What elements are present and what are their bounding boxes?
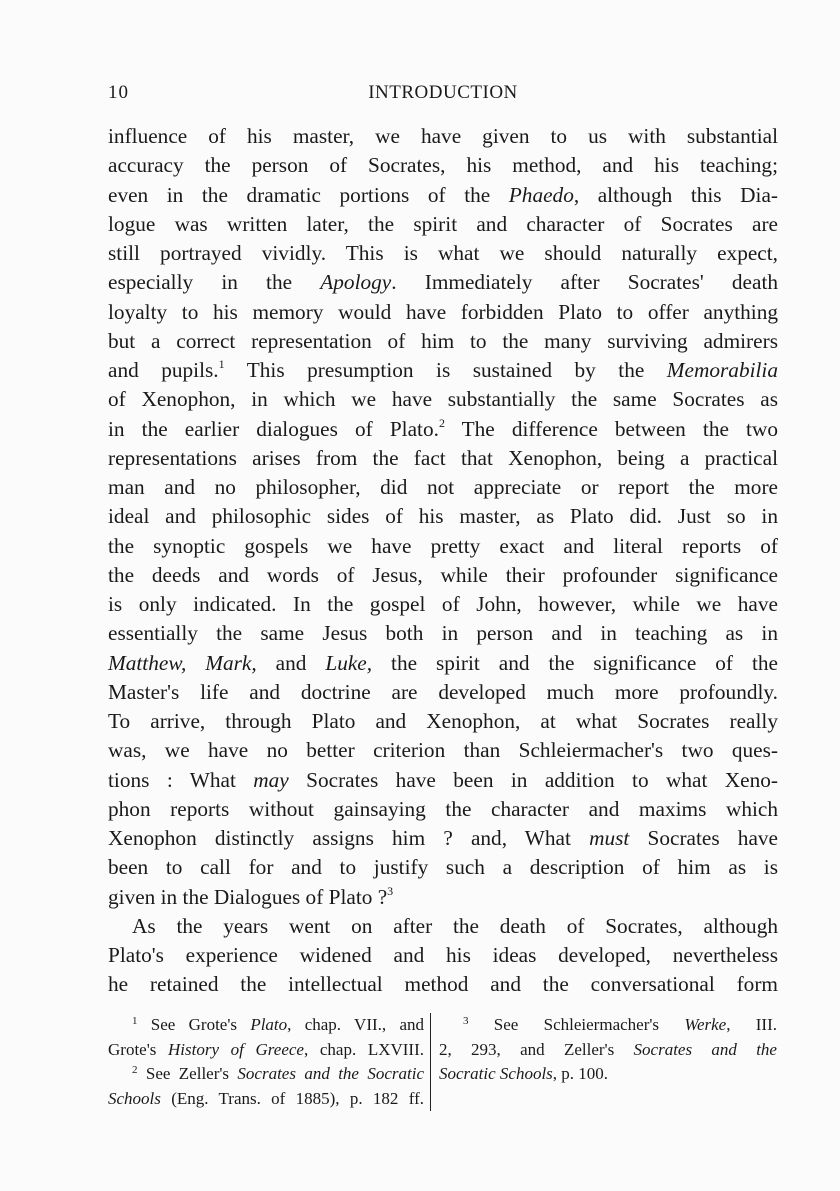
footnotes (108, 1013, 778, 1111)
text-segment: Xenophon distinctly assigns him ? and, What (108, 826, 590, 850)
text-segment: and pupils. (108, 358, 219, 382)
text-segment: Socrates have (629, 826, 779, 850)
text-segment: influence of his master, we have given to us with substantial (108, 124, 778, 148)
text-segment: the synoptic gospels we have pretty exact and literal reports of (108, 533, 778, 558)
text-line (108, 590, 778, 619)
italic-text: Phaedo (508, 182, 574, 207)
italic-text: Memorabilia (666, 358, 778, 382)
text-line (108, 532, 778, 561)
running-title: INTRODUCTION (368, 82, 518, 103)
footnote-line (108, 1013, 424, 1038)
italic-text: Luke, (325, 650, 373, 675)
text-line (108, 795, 778, 824)
text-line (108, 649, 778, 678)
text-line (108, 970, 778, 999)
text-segment: logue was written later, the spirit and character of Socrates are (108, 211, 778, 236)
italic-text: Matthew, Mark, (108, 650, 257, 675)
text-segment: phon reports without gainsaying the character and maxims which (108, 796, 778, 821)
text-segment: Plato's experience widened and his ideas developed, nevertheless (108, 943, 778, 967)
footnotes-left-column (108, 1013, 431, 1111)
text-segment: the spirit and the significance of the (372, 650, 778, 675)
italic-text: Socratic Schools (439, 1064, 553, 1083)
text-segment: been to call for and to justify such a description of him as is (108, 855, 778, 880)
text-segment: in the earlier dialogues of Plato. (108, 416, 439, 441)
footnote-marker: 1 (132, 1015, 138, 1027)
running-header (108, 82, 778, 108)
text-line (108, 239, 778, 268)
text-line (108, 298, 778, 327)
italic-text: Apology (320, 270, 392, 295)
text-line (108, 502, 778, 531)
italic-text: must (589, 826, 630, 850)
text-segment: man and no philosopher, did not appreciate or report the more (108, 475, 778, 499)
italic-text: Plato (250, 1015, 288, 1034)
text-line (108, 678, 778, 707)
italic-text: Socrates and the Socratic (237, 1064, 424, 1083)
text-line (108, 619, 778, 648)
text-line (108, 210, 778, 239)
footnote-marker: 2 (132, 1064, 138, 1076)
footnote-marker: 3 (463, 1015, 469, 1027)
text-segment: and (256, 650, 326, 675)
footnote-line (108, 1087, 424, 1112)
text-segment: This presumption is sustained by the (224, 358, 667, 382)
text-segment: was, we have no better criterion than Schleiermacher's two ques- (108, 738, 778, 763)
text-segment: especially in the (108, 270, 321, 295)
text-segment: , chap. VII., and (287, 1015, 424, 1034)
text-segment: See Schleiermacher's (468, 1015, 685, 1034)
text-segment: but a correct representation of him to the many surviving admirers (108, 328, 778, 353)
text-segment: accuracy the person of Socrates, his method, and his teaching; (108, 153, 778, 178)
text-line (108, 766, 778, 795)
text-line (108, 268, 778, 297)
text-line (108, 181, 778, 210)
text-line (108, 356, 778, 385)
text-segment: Grote's (108, 1039, 169, 1059)
body-text (108, 122, 778, 1000)
text-segment: ideal and philosophic sides of his master, as Plato did. Just so in (108, 504, 778, 529)
page-number: 10 (108, 82, 129, 103)
text-line (108, 385, 778, 414)
text-line (108, 707, 778, 736)
text-line (108, 824, 778, 853)
text-segment: , chap. LXVIII. (303, 1039, 424, 1059)
footnote-line (108, 1062, 424, 1087)
text-segment: , III. (726, 1015, 778, 1034)
italic-text: Schools (108, 1088, 161, 1108)
text-segment: See Grote's (137, 1015, 251, 1034)
text-segment: , although this Dia- (573, 182, 778, 207)
text-line (108, 912, 778, 941)
text-line (108, 473, 778, 502)
text-segment: tions : What (108, 767, 254, 792)
text-segment: of Xenophon, in which we have substantially the same Socrates as (108, 387, 778, 412)
text-segment: representations arises from the fact that Xenophon, being a practical (108, 445, 778, 470)
italic-text: Socrates and the (633, 1039, 777, 1059)
footnotes-right-column (431, 1013, 777, 1111)
footnote-line (439, 1038, 777, 1063)
text-segment: Master's life and doctrine are developed much more profoundly. (108, 679, 778, 704)
text-line (108, 883, 778, 912)
text-segment: As the years went on after the death of Socrates, although (132, 913, 778, 938)
text-segment: loyalty to his memory would have forbidden Plato to offer anything (108, 299, 778, 324)
text-segment: . Immediately after Socrates' death (391, 270, 779, 295)
text-segment: even in the dramatic portions of the (108, 182, 509, 207)
italic-text: History of Greece (168, 1039, 304, 1059)
text-line (108, 122, 778, 151)
footnote-line (439, 1013, 777, 1038)
text-segment: (Eng. Trans. of 1885), p. 182 ff. (160, 1088, 424, 1108)
footnote-marker: 3 (387, 883, 394, 898)
text-segment: Socrates have been in addition to what Xeno- (288, 767, 778, 792)
text-segment: , p. 100. (552, 1064, 609, 1083)
italic-text: Werke (684, 1015, 727, 1034)
text-line (108, 561, 778, 590)
italic-text: may (253, 767, 289, 792)
footnote-marker: 2 (438, 415, 445, 430)
footnote-marker: 1 (218, 357, 225, 371)
text-line (108, 444, 778, 473)
text-segment: The difference between the two (444, 416, 778, 441)
text-line (108, 327, 778, 356)
text-segment: he retained the intellectual method and the conversational form (108, 972, 778, 997)
text-segment: To arrive, through Plato and Xenophon, at what Socrates really (108, 709, 778, 733)
text-segment: given in the Dialogues of Plato ? (108, 884, 388, 909)
text-line (108, 736, 778, 765)
text-segment: 2, 293, and Zeller's (439, 1039, 634, 1059)
text-line (108, 415, 778, 444)
text-segment: essentially the same Jesus both in person and in teaching as in (108, 621, 778, 646)
text-segment: the deeds and words of Jesus, while their profounder significance (108, 562, 778, 587)
footnote-line (439, 1062, 777, 1087)
text-line (108, 853, 778, 882)
footnote-line (108, 1038, 424, 1063)
text-segment: still portrayed vividly. This is what we should naturally expect, (108, 241, 778, 265)
text-segment: is only indicated. In the gospel of John, however, while we have (108, 592, 778, 616)
text-line (108, 941, 778, 970)
text-segment: See Zeller's (137, 1064, 238, 1083)
text-line (108, 151, 778, 180)
